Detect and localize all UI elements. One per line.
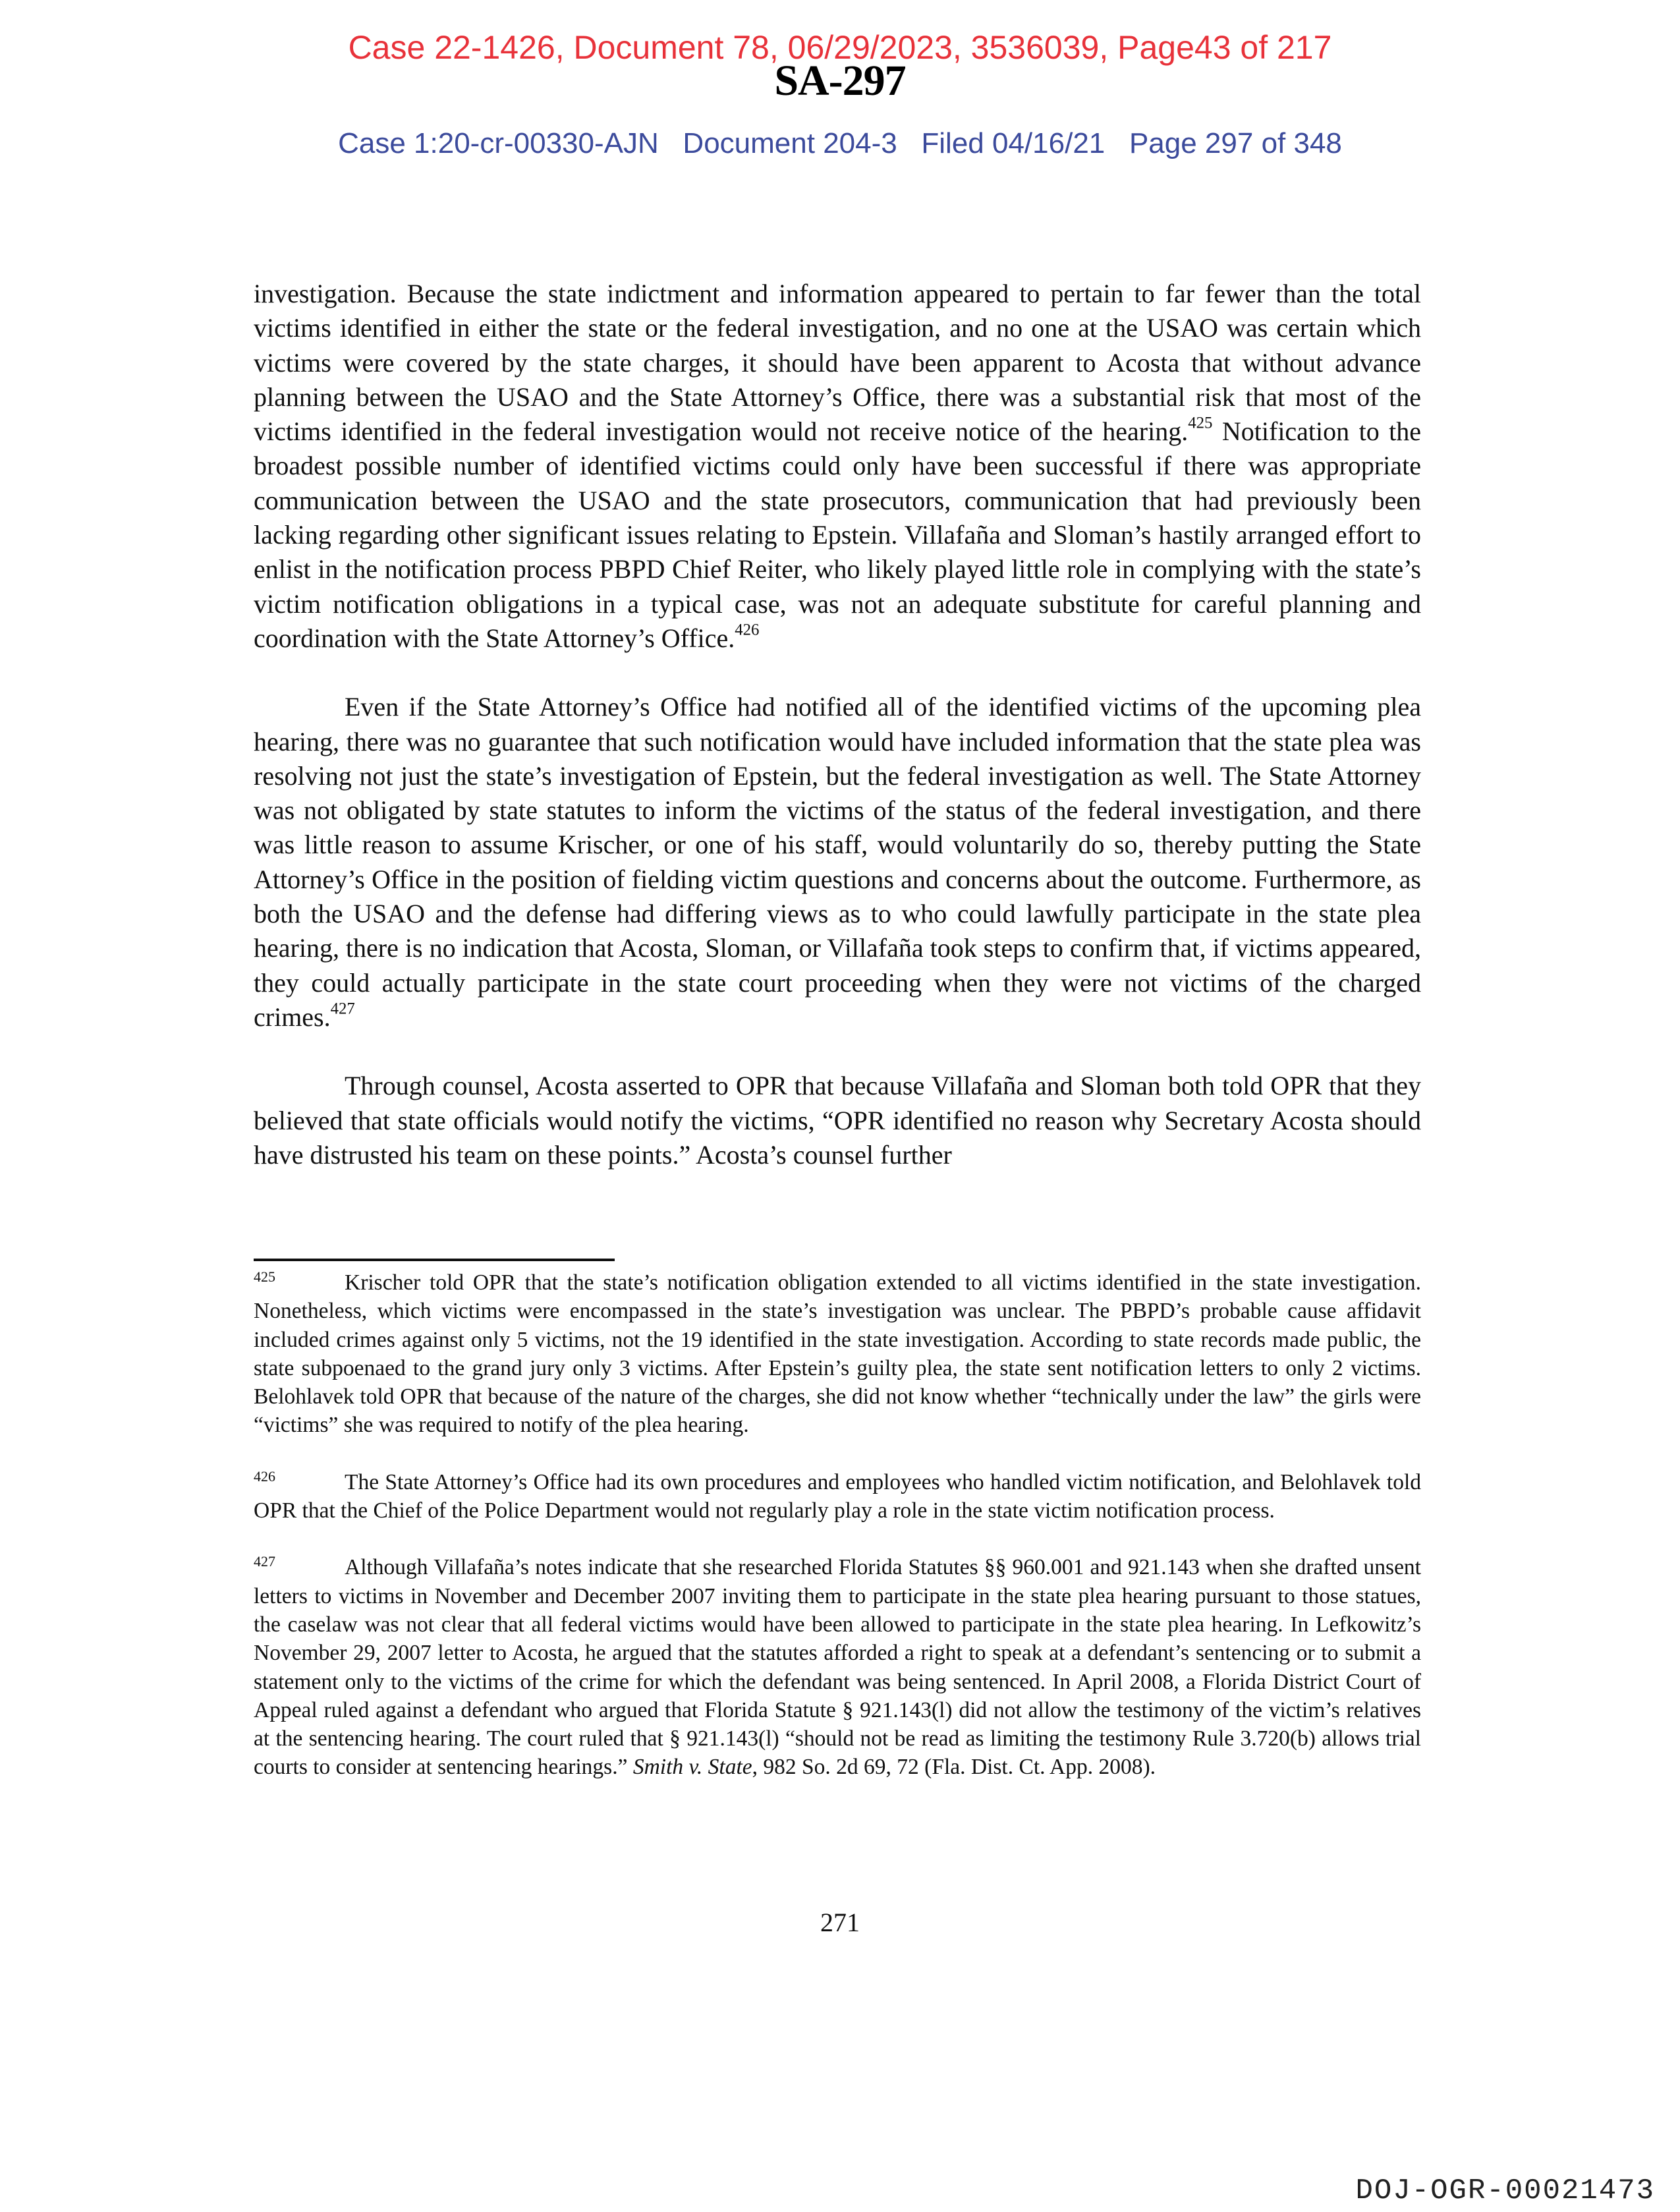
footnotes: [254, 1268, 1421, 1810]
case-citation-name: Smith v. State: [632, 1755, 752, 1780]
footnote-text: The State Attorney’s Office had its own procedures and employees who handled victim notification, and Belohlavek told OPR that the Chief of the Police Department would not regularly play a role in the state victim notification process.: [254, 1469, 1421, 1523]
footnote-ref-426[interactable]: 426: [735, 621, 760, 639]
bates-number: DOJ-OGR-00021473: [1355, 2174, 1655, 2207]
paragraph-text: Notification to the broadest possible number of identified victims could only have been successful if there was appropriate communication between the USAO and the state prosecutors, communication that had previously been lacking regarding other significant issues relating to Epstein. Villafaña and Sloman’s hastily arranged effort to enlist in the notification process PBPD Chief Reiter, who likely played little role in complying with the state’s victim notification obligations in a typical case, was not an adequate substitute for careful planning and coordination with the State Attorney’s Office.: [254, 416, 1421, 653]
district-case-stamp: Case 1:20-cr-00330-AJN Document 204-3 Filed 04/16/21 Page 297 of 348: [338, 127, 1342, 159]
footnote-ref-425[interactable]: 425: [1188, 414, 1213, 432]
footnote-427: 427 Although Villafaña’s notes indicate that she researched Florida Statutes §§ 960.001 and 921.143 when she drafted unsent letters to victims in November and December 2007 inviting them to participate in the state plea hearing pursuant to those statues, the caselaw was not clear that all federal victims would have been allowed to participate in the state plea hearing. In Lefkowitz’s November 29, 2007 letter to Acosta, he argued that the statutes afforded a right to speak at a defendant’s sentencing or to submit a statement only to the victims of the crime for which the defendant was being sentenced. In April 2008, a Florida District Court of Appeal ruled against a defendant who argued that Florida Statute § 921.143(l) did not allow the testimony of the victim’s relatives at the sentencing hearing. The court ruled that § 921.143(l) “should not be read as limiting the testimony Rule 3.720(b) allows trial courts to consider at sentencing hearings.” Smith v. State, 982 So. 2d 69, 72 (Fla. Dist. Ct. App. 2008).: [254, 1553, 1421, 1780]
paragraph-1: [254, 277, 1421, 656]
footnote-text: Although Villafaña’s notes indicate that she researched Florida Statutes §§ 960.001 and 921.143 when she drafted unsent letters to victims in November and December 2007 inviting them to participate in the state plea hearing pursuant to those statues, the caselaw was not clear that all federal victims would have been allowed to participate in the state plea hearing. In Lefkowitz’s November 29, 2007 letter to Acosta, he argued that the statutes afforded a right to speak at a defendant’s sentencing or to submit a statement only to the victims of the crime for which the defendant was being sentenced. In April 2008, a Florida District Court of Appeal ruled against a defendant who argued that Florida Statute § 921.143(l) did not allow the testimony of the victim’s relatives at the sentencing hearing. The court ruled that § 921.143(l) “should not be read as limiting the testimony Rule 3.720(b) allows trial courts to consider at sentencing hearings.”: [254, 1555, 1421, 1780]
paragraph-text: Through counsel, Acosta asserted to OPR that because Villafaña and Sloman both told OPR that they believed that state officials would notify the victims, “OPR identified no reason why Secretary Acosta should have distrusted his team on these points.” Acosta’s counsel further: [254, 1071, 1421, 1170]
paragraph-3: [254, 1069, 1421, 1172]
paragraph-text: investigation. Because the state indictment and information appeared to pertain to far fewer than the total victims identified in either the state or the federal investigation, and no one at the USAO was certain which victims were covered by the state charges, it should have been apparent to Acosta that without advance planning between the USAO and the State Attorney’s Office, there was a substantial risk that most of the victims identified in the federal investigation would not receive notice of the hearing.: [254, 279, 1421, 447]
footnote-ref-427[interactable]: 427: [330, 1000, 355, 1018]
footnote-425: 425 Krischer told OPR that the state’s notification obligation extended to all victims identified in the state investigation. Nonetheless, which victims were encompassed in the state’s investigation was unclear. The PBPD’s probable cause affidavit included crimes against only 5 victims, not the 19 identified in the state investigation. According to state records made public, the state subpoenaed to the grand jury only 3 victims. After Epstein’s guilty plea, the state sent notification letters to only 2 victims. Belohlavek told OPR that because of the nature of the charges, she did not know whether “technically under the law” the girls were “victims” she was required to notify of the plea hearing.: [254, 1268, 1421, 1438]
main-text: [254, 277, 1421, 1172]
appendix-page-label: SA-297: [774, 57, 906, 105]
footnote-426: 426 The State Attorney’s Office had its own procedures and employees who handled victim notification, and Belohlavek told OPR that the Chief of the Police Department would not regularly play a role in the state victim notification process.: [254, 1467, 1421, 1523]
page-number: 271: [820, 1908, 860, 1937]
paragraph-2: [254, 690, 1421, 1035]
footnote-divider: [254, 1259, 615, 1261]
footnote-text: Krischer told OPR that the state’s notification obligation extended to all victims identified in the state investigation. Nonetheless, which victims were encompassed in the state’s investigation was unclear. The PBPD’s probable cause affidavit included crimes against only 5 victims, not the 19 identified in the state investigation. According to state records made public, the state subpoenaed to the grand jury only 3 victims. After Epstein’s guilty plea, the state sent notification letters to only 2 victims. Belohlavek told OPR that because of the nature of the charges, she did not know whether “technically under the law” the girls were “victims” she was required to notify of the plea hearing.: [254, 1270, 1421, 1438]
appellate-case-stamp: Case 22-1426, Document 78, 06/29/2023, 3536039, Page43 of 217: [348, 29, 1332, 66]
paragraph-text: Even if the State Attorney’s Office had notified all of the identified victims of the upcoming plea hearing, there was no guarantee that such notification would have included information that the state plea was resolving not just the state’s investigation of Epstein, but the federal investigation as well. The State Attorney was not obligated by state statutes to inform the victims of the status of the federal investigation, and there was little reason to assume Krischer, or one of his staff, would voluntarily do so, thereby putting the State Attorney’s Office in the position of fielding victim questions and concerns about the outcome. Furthermore, as both the USAO and the defense had differing views as to who could lawfully participate in the state plea hearing, there is no indication that Acosta, Sloman, or Villafaña took steps to confirm that, if victims appeared, they could actually participate in the state court proceeding when they were not victims of the charged crimes.: [254, 692, 1421, 1032]
case-citation: , 982 So. 2d 69, 72 (Fla. Dist. Ct. App. 2008).: [752, 1755, 1156, 1780]
